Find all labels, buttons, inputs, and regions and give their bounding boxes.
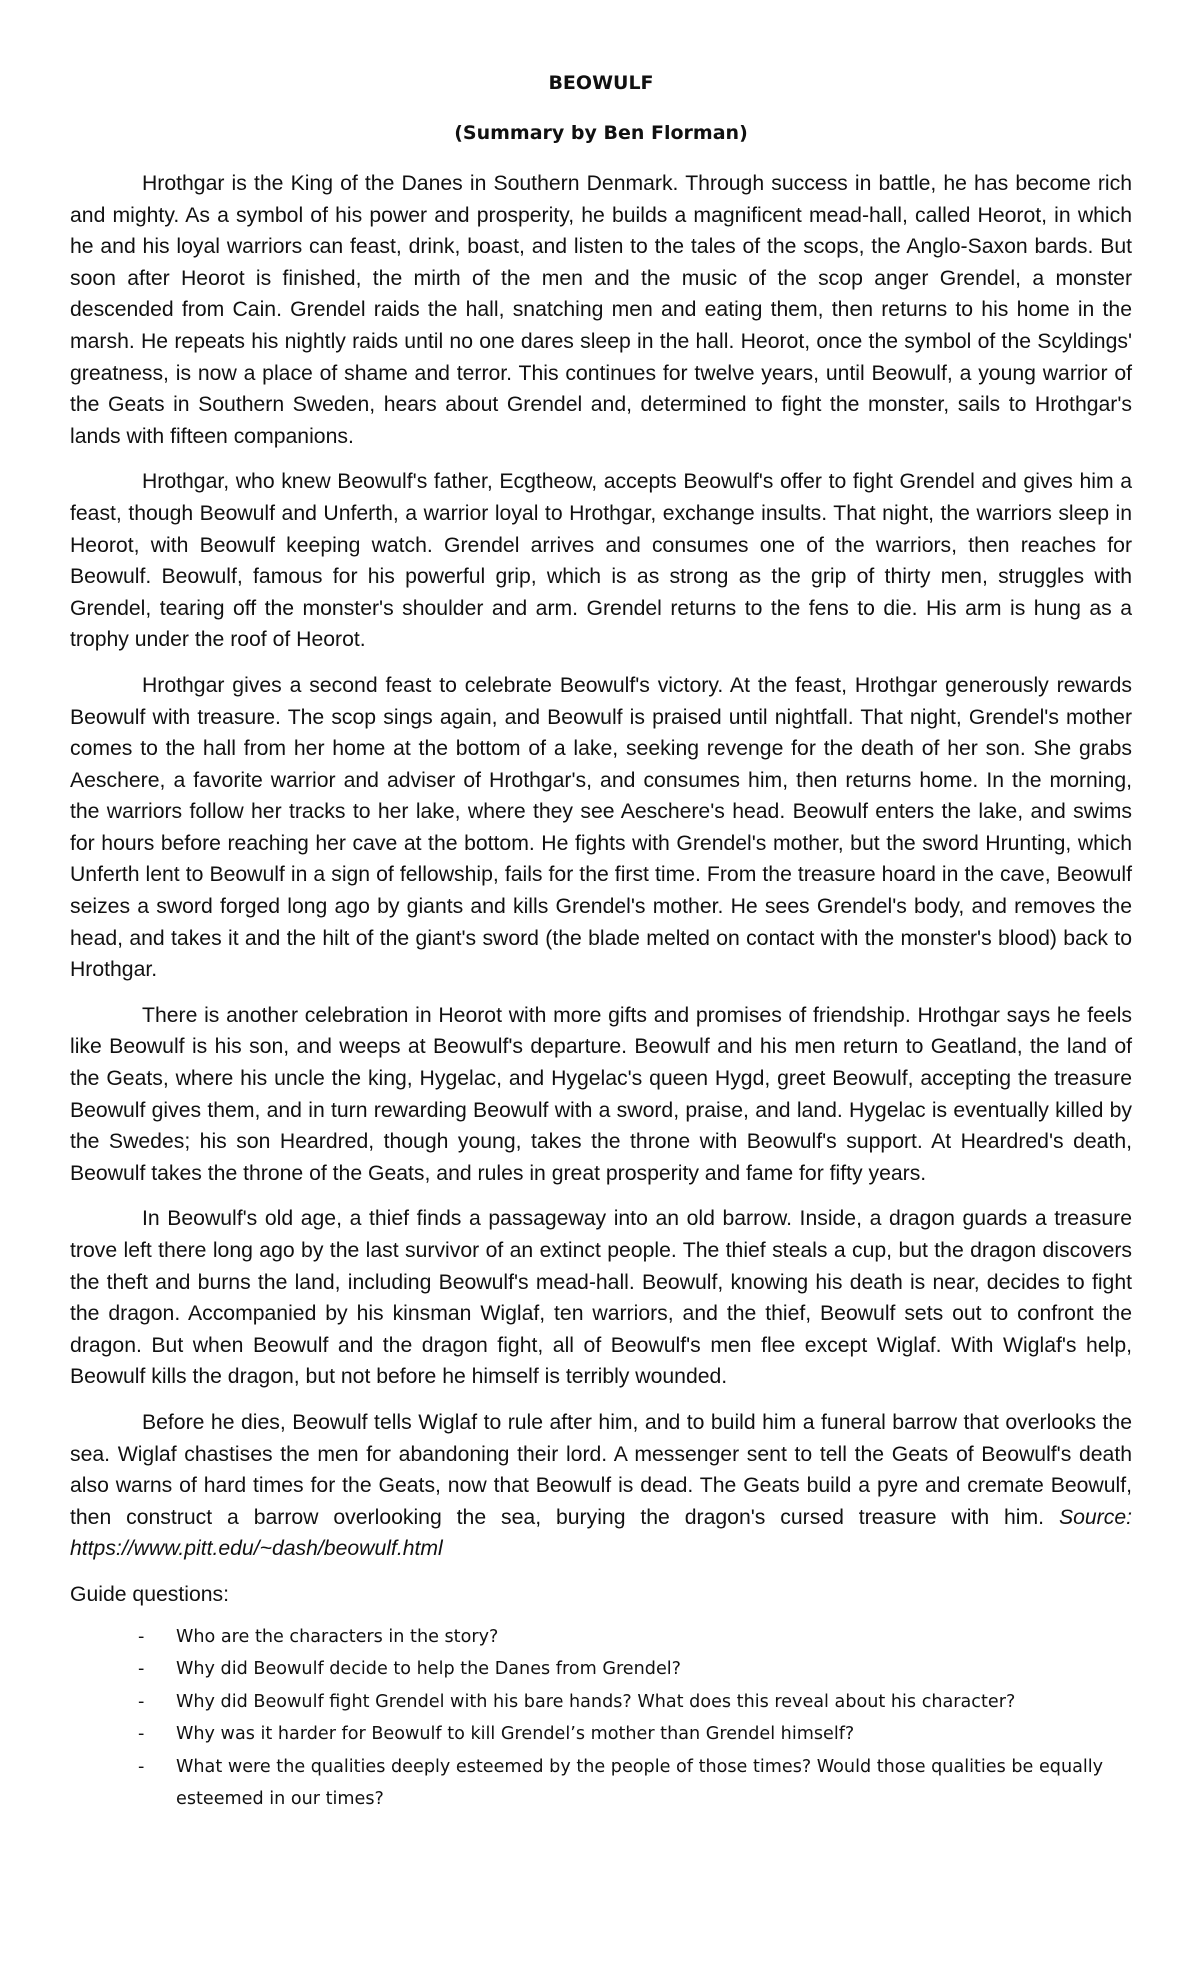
guide-questions-list (70, 1621, 1132, 1816)
question-text: Who are the characters in the story? (176, 1626, 499, 1647)
question-item (138, 1718, 1132, 1751)
dash-bullet: - (138, 1691, 145, 1712)
source-citation: Source: https://www.pitt.edu/~dash/beowulf.html (70, 1505, 1132, 1561)
paragraph-last (70, 1407, 1132, 1565)
question-item (138, 1751, 1132, 1816)
paragraph-text: Before he dies, Beowulf tells Wiglaf to rule after him, and to build him a funeral barrow that overlooks the sea. Wiglaf chastises the men for abandoning their lord. A messenger sent to tell the Geats of Beowulf's death also warns of hard times for the Geats, now that Beowulf is dead. The Geats build a pyre and cremate Beowulf, then construct a barrow overlooking the sea, burying the dragon's cursed treasure with him. (70, 1410, 1132, 1529)
paragraph: In Beowulf's old age, a thief finds a passageway into an old barrow. Inside, a dragon guards a treasure trove left there long ago by the last survivor of an extinct people. The thief steals a cup, but the dragon discovers the theft and burns the land, including Beowulf's mead-hall. Beowulf, knowing his death is near, decides to fight the dragon. Accompanied by his kinsman Wiglaf, ten warriors, and the thief, Beowulf sets out to confront the dragon. But when Beowulf and the dragon fight, all of Beowulf's men flee except Wiglaf. With Wiglaf's help, Beowulf kills the dragon, but not before he himself is terribly wounded. (70, 1207, 1132, 1389)
dash-bullet: - (138, 1724, 145, 1745)
question-text: What were the qualities deeply esteemed by the people of those times? Would those qualities be equally esteemed in our times? (176, 1756, 1104, 1810)
question-item (138, 1653, 1132, 1686)
document-page (70, 68, 1132, 1816)
paragraph: Hrothgar is the King of the Danes in Southern Denmark. Through success in battle, he has become rich and mighty. As a symbol of his power and prosperity, he builds a magnificent mead-hall, called Heorot, in which he and his loyal warriors can feast, drink, boast, and listen to the tales of the scops, the Anglo-Saxon bards. But soon after Heorot is finished, the mirth of the men and the music of the scop anger Grendel, a monster descended from Cain. Grendel raids the hall, snatching men and eating them, then returns to his home in the marsh. He repeats his nightly raids until no one dares sleep in the hall. Heorot, once the symbol of the Scyldings' greatness, is now a place of shame and terror. This continues for twelve years, until Beowulf, a young warrior of the Geats in Southern Sweden, hears about Grendel and, determined to fight the monster, sails to Hrothgar's lands with fifteen companions. (70, 172, 1132, 448)
dash-bullet: - (138, 1659, 145, 1680)
question-text: Why was it harder for Beowulf to kill Grendel’s mother than Grendel himself? (176, 1724, 855, 1745)
dash-bullet: - (138, 1626, 145, 1647)
document-title: BEOWULF (548, 72, 654, 94)
dash-bullet: - (138, 1756, 145, 1777)
question-text: Why did Beowulf fight Grendel with his bare hands? What does this reveal about his character? (176, 1691, 1016, 1712)
document-subtitle: (Summary by Ben Florman) (454, 122, 748, 144)
paragraph: Hrothgar gives a second feast to celebrate Beowulf's victory. At the feast, Hrothgar generously rewards Beowulf with treasure. The scop sings again, and Beowulf is praised until nightfall. That night, Grendel's mother comes to the hall from her home at the bottom of a lake, seeking revenge for the death of her son. She grabs Aeschere, a favorite warrior and adviser of Hrothgar's, and consumes him, then returns home. In the morning, the warriors follow her tracks to her lake, where they see Aeschere's head. Beowulf enters the lake, and swims for hours before reaching her cave at the bottom. He fights with Grendel's mother, but the sword Hrunting, which Unferth lent to Beowulf in a sign of fellowship, fails for the first time. From the treasure hoard in the cave, Beowulf seizes a sword forged long ago by giants and kills Grendel's mother. He sees Grendel's body, and removes the head, and takes it and the hilt of the giant's sword (the blade melted on contact with the monster's blood) back to Hrothgar. (70, 673, 1132, 982)
question-item (138, 1621, 1132, 1654)
question-text: Why did Beowulf decide to help the Danes from Grendel? (176, 1659, 681, 1680)
paragraph: Hrothgar, who knew Beowulf's father, Ecgtheow, accepts Beowulf's offer to fight Grendel and gives him a feast, though Beowulf and Unferth, a warrior loyal to Hrothgar, exchange insults. That night, the warriors sleep in Heorot, with Beowulf keeping watch. Grendel arrives and consumes one of the warriors, then reaches for Beowulf. Beowulf, famous for his powerful grip, which is as strong as the grip of thirty men, struggles with Grendel, tearing off the monster's shoulder and arm. Grendel returns to the fens to die. His arm is hung as a trophy under the roof of Heorot. (70, 470, 1132, 652)
paragraph: There is another celebration in Heorot with more gifts and promises of friendship. Hrothgar says he feels like Beowulf is his son, and weeps at Beowulf's departure. Beowulf and his men return to Geatland, the land of the Geats, where his uncle the king, Hygelac, and Hygelac's queen Hygd, greet Beowulf, accepting the treasure Beowulf gives them, and in turn rewarding Beowulf with a sword, praise, and land. Hygelac is eventually killed by the Swedes; his son Heardred, though young, takes the throne with Beowulf's support. At Heardred's death, Beowulf takes the throne of the Geats, and rules in great prosperity and fame for fifty years. (70, 1003, 1132, 1185)
guide-questions-heading: Guide questions: (70, 1582, 230, 1606)
question-item (138, 1686, 1132, 1719)
